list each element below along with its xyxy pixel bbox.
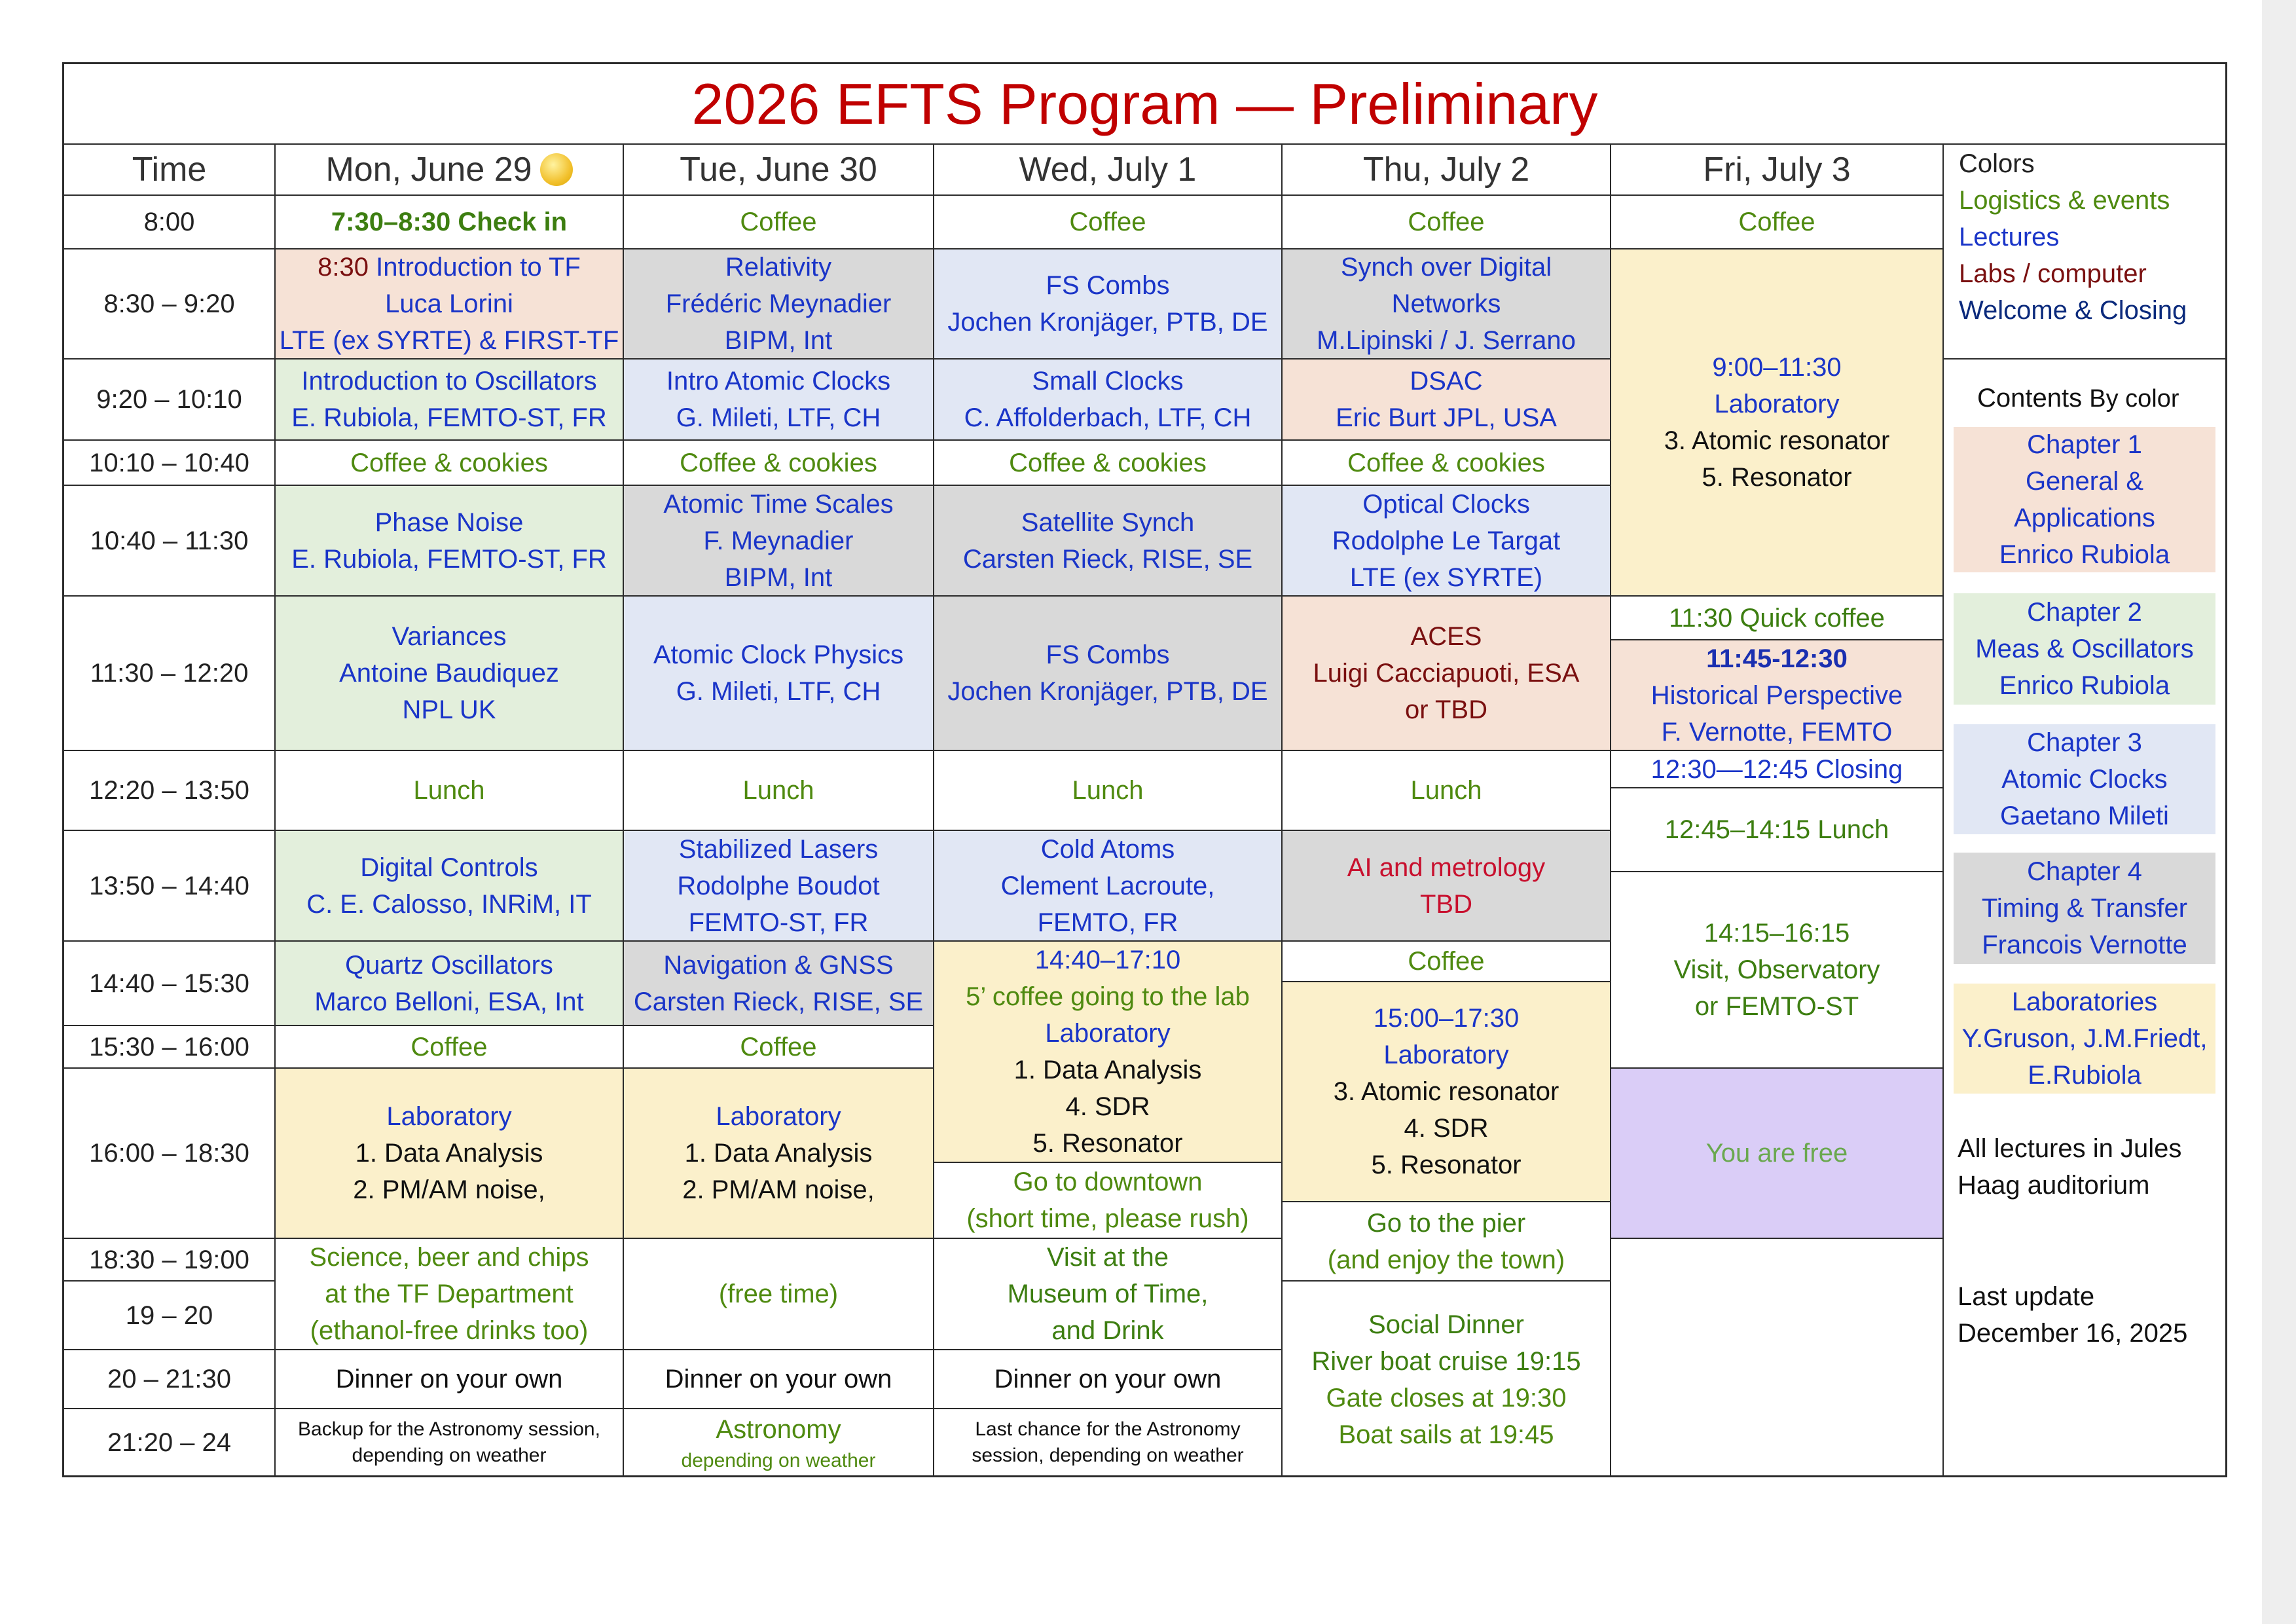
legend-chapter-2-l2: Enrico Rubiola [1999,671,2170,700]
thu-optical-clocks-affil: LTE (ex SYRTE) [1349,563,1543,592]
border-bottom [62,1475,2227,1477]
mon-lunch: Lunch [413,776,485,805]
tue-laboratory-item1: 1. Data Analysis [684,1139,873,1168]
legend-colors [1959,145,2187,329]
legend-chapter-2 [1954,593,2215,705]
fri-historical-speaker: F. Vernotte, FEMTO [1661,717,1893,747]
tue-time-scales-speaker: F. Meynadier [703,526,854,555]
tue-time-scales [624,486,933,595]
header-fri: Fri, July 3 [1703,151,1851,189]
tue-clock-physics [624,597,933,750]
legend-chapter-3 [1954,724,2215,834]
legend-last-update-l2: December 16, 2025 [1958,1319,2188,1348]
wed-small-clocks-title: Small Clocks [1032,367,1184,396]
border-right [2225,62,2227,1477]
wed-lunch: Lunch [1072,776,1144,805]
wed-cold-atoms-speaker: Clement Lacroute, [1000,871,1215,900]
tue-relativity [624,249,933,358]
mon-variances [276,597,623,750]
legend-contents: Contents [1977,384,2083,413]
mon-phase-noise [276,486,623,595]
time-0920: 9:20 – 10:10 [96,385,242,414]
wed-laboratory-coffee: 5’ coffee going to the lab [966,982,1250,1011]
tue-astronomy [624,1409,933,1475]
thu-synch-digital [1283,249,1610,358]
thu-social-dinner [1283,1282,1610,1475]
legend-last-update-l1: Last update [1958,1282,2095,1311]
row-line-fri-1615 [1610,1238,1944,1239]
mon-phase-noise-speaker: E. Rubiola, FEMTO-ST, FR [291,544,607,574]
fri-laboratory [1611,249,1942,595]
wed-cold-atoms [934,831,1281,940]
tue-stabilized-lasers-title: Stabilized Lasers [678,834,879,864]
time-1350: 13:50 – 14:40 [89,871,249,900]
fri-historical-time: 11:45-12:30 [1706,644,1848,673]
mon-quartz-title: Quartz Oscillators [345,950,553,980]
thu-optical-clocks-speaker: Rodolphe Le Targat [1332,526,1561,555]
thu-laboratory-item3: 5. Resonator [1371,1151,1522,1179]
page-margin-bar [2262,0,2296,1624]
wed-laboratory-time: 14:40–17:10 [1034,946,1181,974]
wed-museum-l2: Museum of Time, [1007,1280,1209,1308]
legend-logistics: Logistics & events [1959,186,2170,215]
time-2120: 21:20 – 24 [107,1428,232,1457]
legend-chapter-1-title: Chapter 1 [2027,430,2142,459]
wed-fs-combs-1 [934,249,1281,358]
legend-laboratories-l2: E.Rubiola [2028,1061,2141,1090]
tue-relativity-speaker: Frédéric Meynadier [665,289,892,318]
mon-phase-noise-title: Phase Noise [374,507,524,537]
wed-astronomy-last-l1: Last chance for the Astronomy [975,1418,1241,1440]
fri-visit-time: 14:15–16:15 [1704,919,1850,948]
legend-chapter-3-title: Chapter 3 [2027,728,2142,757]
wed-small-clocks [934,360,1281,439]
fri-quick-coffee: 11:30 Quick coffee [1669,603,1885,633]
tue-lunch: Lunch [742,776,814,805]
wed-fs-combs-2-title: FS Combs [1046,640,1170,669]
thu-coffee-morning: Coffee [1408,208,1485,236]
wed-astronomy-last [934,1409,1281,1475]
wed-laboratory-item3: 5. Resonator [1032,1129,1183,1158]
thu-synch-digital-speaker: M.Lipinski / J. Serrano [1317,326,1576,355]
thu-coffee: Coffee [1408,947,1485,976]
legend-colors-title: Colors [1959,149,2035,178]
wed-laboratory-item1: 1. Data Analysis [1013,1056,1202,1084]
wed-fs-combs-1-speaker: Jochen Kronjäger, PTB, DE [947,308,1268,337]
legend-chapter-4-title: Chapter 4 [2027,857,2142,886]
wed-fs-combs-2-speaker: Jochen Kronjäger, PTB, DE [947,677,1268,706]
thu-ai-metrology-title: AI and metrology [1347,853,1546,882]
legend-chapter-1 [1954,427,2215,572]
mon-digital-controls [276,831,623,940]
header-thu: Thu, July 2 [1362,151,1530,189]
thu-aces-speaker: Luigi Cacciapuoti, ESA [1313,659,1580,688]
fri-laboratory-item2: 5. Resonator [1702,463,1852,492]
thu-social-dinner-sails: Boat sails at 19:45 [1338,1420,1554,1449]
mon-astronomy-backup-l1: Backup for the Astronomy session, [298,1418,600,1440]
mon-digital-controls-title: Digital Controls [360,853,538,882]
thu-aces [1283,597,1610,750]
wed-satellite-synch-speaker: Carsten Rieck, RISE, SE [962,544,1253,574]
mon-coffee: Coffee [410,1032,488,1061]
wed-museum-l1: Visit at the [1046,1243,1169,1272]
header-tue: Tue, June 30 [680,151,877,189]
thu-aces-alt: or TBD [1405,695,1487,724]
thu-social-dinner-gate: Gate closes at 19:30 [1326,1384,1567,1412]
fri-laboratory-title: Laboratory [1714,390,1840,418]
legend-lectures: Lectures [1959,223,2060,251]
wed-laboratory-item2: 4. SDR [1065,1092,1150,1121]
mon-intro-osc-speaker: E. Rubiola, FEMTO-ST, FR [291,403,607,432]
thu-optical-clocks [1283,486,1610,595]
mon-science-beer-l2: at the TF Department [325,1280,574,1308]
thu-laboratory-item2: 4. SDR [1404,1114,1489,1143]
thu-pier [1283,1202,1610,1280]
mon-checkin: 7:30–8:30 Check in [331,208,568,236]
thu-aces-title: ACES [1410,622,1482,651]
wed-astronomy-last-l2: session, depending on weather [972,1444,1244,1466]
legend-laboratories-title: Laboratories [2011,987,2158,1016]
legend-chapter-4-l2: Francois Vernotte [1982,931,2187,959]
tue-navigation [624,942,933,1025]
legend-chapter-3-l1: Atomic Clocks [2001,765,2168,794]
wed-downtown [934,1163,1281,1238]
time-1830: 18:30 – 19:00 [89,1245,249,1274]
time-0830: 8:30 – 9:20 [103,289,235,318]
tue-time-scales-affil: BIPM, Int [724,563,833,592]
legend-chapter-1-l1: General & [2025,467,2144,496]
fri-lunch: 12:45–14:15 Lunch [1664,815,1889,844]
mon-science-beer-l3: (ethanol-free drinks too) [310,1316,589,1345]
time-1920: 19 – 20 [125,1301,213,1330]
mon-laboratory [276,1069,623,1238]
legend-separator [1942,358,2227,360]
sun-icon [540,153,573,186]
mon-intro-tf-time: 8:30 [318,253,369,282]
wed-laboratory [934,942,1281,1162]
time-1040: 10:40 – 11:30 [90,526,249,555]
tue-clock-physics-speaker: G. Mileti, LTF, CH [676,677,881,706]
thu-dsac-speaker: Eric Burt JPL, USA [1336,403,1557,432]
fri-closing: 12:30—12:45 Closing [1650,754,1903,784]
mon-quartz [276,942,623,1025]
tue-clock-physics-title: Atomic Clock Physics [653,640,904,669]
legend-chapter-3-l2: Gaetano Mileti [2000,802,2169,830]
tue-intro-atomic-speaker: G. Mileti, LTF, CH [676,403,881,432]
mon-coffee-cookies: Coffee & cookies [350,448,548,477]
header-time: Time [132,151,207,189]
wed-downtown-note: (short time, please rush) [966,1204,1249,1233]
mon-intro-tf-label: Introduction to TF [376,253,581,282]
wed-satellite-synch-title: Satellite Synch [1021,507,1195,537]
legend-auditorium-l2: Haag auditorium [1958,1171,2150,1200]
thu-coffee-cookies: Coffee & cookies [1347,448,1545,477]
thu-lunch: Lunch [1410,776,1482,805]
fri-coffee-morning: Coffee [1738,208,1815,236]
tue-coffee: Coffee [740,1032,817,1061]
wed-fs-combs-1-title: FS Combs [1046,271,1170,300]
page-title: 2026 EFTS Program — Preliminary [691,71,1598,136]
wed-dinner: Dinner on your own [994,1365,1222,1393]
wed-coffee-cookies: Coffee & cookies [1009,448,1207,477]
mon-science-beer-l1: Science, beer and chips [309,1243,589,1272]
legend-labs: Labs / computer [1959,259,2147,288]
mon-variances-affil: NPL UK [402,695,496,724]
thu-ai-metrology-speaker: TBD [1420,889,1472,919]
legend-laboratories [1954,984,2215,1094]
fri-free: You are free [1705,1139,1848,1168]
legend-welcome: Welcome & Closing [1959,296,2187,325]
thu-laboratory-title: Laboratory [1383,1041,1509,1069]
tue-laboratory-item2: 2. PM/AM noise, [682,1175,875,1204]
thu-optical-clocks-title: Optical Clocks [1362,489,1530,519]
wed-museum [934,1239,1281,1349]
mon-laboratory-title: Laboratory [386,1102,512,1131]
thu-synch-digital-l2: Networks [1391,289,1501,318]
tue-navigation-speaker: Carsten Rieck, RISE, SE [633,987,924,1016]
legend-by-color: By color [2089,385,2179,413]
mon-laboratory-item2: 2. PM/AM noise, [353,1175,545,1204]
thu-laboratory-time: 15:00–17:30 [1373,1004,1520,1033]
mon-quartz-speaker: Marco Belloni, ESA, Int [314,987,584,1016]
header-mon [276,145,623,194]
fri-visit-title: Visit, Observatory [1673,955,1880,984]
wed-small-clocks-speaker: C. Affolderbach, LTF, CH [964,403,1252,432]
legend-chapter-1-l3: Enrico Rubiola [1999,540,2170,569]
legend-chapter-4-l1: Timing & Transfer [1981,894,2188,923]
tue-intro-atomic-title: Intro Atomic Clocks [666,367,891,396]
mon-variances-speaker: Antoine Baudiquez [339,659,559,688]
mon-astronomy-backup [276,1409,623,1475]
legend-chapter-2-title: Chapter 2 [2027,598,2142,627]
thu-laboratory-item1: 3. Atomic resonator [1333,1077,1559,1106]
legend-chapter-4 [1954,853,2215,964]
wed-museum-l3: and Drink [1051,1316,1164,1345]
time-1010: 10:10 – 10:40 [89,448,249,477]
thu-synch-digital-l1: Synch over Digital [1340,253,1552,282]
tue-free-time: (free time) [718,1280,839,1308]
mon-intro-tf-title [318,249,581,286]
fri-historical [1611,640,1942,750]
wed-satellite-synch [934,486,1281,595]
thu-dsac-title: DSAC [1410,367,1483,396]
mon-science-beer [276,1239,623,1349]
thu-social-dinner-title: Social Dinner [1368,1310,1524,1339]
thu-ai-metrology [1283,831,1610,940]
mon-dinner: Dinner on your own [335,1365,563,1393]
thu-laboratory [1283,982,1610,1201]
fri-historical-title: Historical Perspective [1650,680,1903,710]
legend-chapter-1-l2: Applications [2014,504,2155,532]
legend-contents-heading [1977,380,2179,417]
wed-cold-atoms-affil: FEMTO, FR [1037,908,1178,937]
tue-relativity-affil: BIPM, Int [724,326,833,355]
mon-intro-tf-speaker: Luca Lorini [385,289,513,318]
time-1440: 14:40 – 15:30 [89,969,249,998]
time-1530: 15:30 – 16:00 [89,1032,249,1061]
wed-downtown-title: Go to downtown [1013,1168,1203,1196]
mon-intro-tf-affil: LTE (ex SYRTE) & FIRST-TF [279,326,619,355]
legend-auditorium-l1: All lectures in Jules [1958,1134,2182,1163]
tue-stabilized-lasers-affil: FEMTO-ST, FR [688,908,869,937]
tue-navigation-title: Navigation & GNSS [663,950,894,980]
mon-variances-title: Variances [392,622,507,651]
tue-dinner: Dinner on your own [665,1365,892,1393]
tue-laboratory-title: Laboratory [716,1102,841,1131]
mon-digital-controls-speaker: C. E. Calosso, INRiM, IT [306,889,592,919]
mon-intro-osc-title: Introduction to Oscillators [301,367,597,396]
fri-visit-alt: or FEMTO-ST [1694,992,1859,1021]
legend-chapter-2-l1: Meas & Oscillators [1975,635,2194,663]
time-1220: 12:20 – 13:50 [89,776,249,805]
time-1130: 11:30 – 12:20 [90,659,249,688]
tue-coffee-cookies: Coffee & cookies [680,448,877,477]
time-2000: 20 – 21:30 [107,1365,232,1393]
mon-intro-tf [276,249,623,358]
tue-astronomy-title: Astronomy [716,1414,841,1444]
thu-social-dinner-cruise: River boat cruise 19:15 [1311,1347,1581,1376]
col-sep-fri [1942,143,1944,1477]
fri-laboratory-item1: 3. Atomic resonator [1664,426,1890,455]
mon-astronomy-backup-l2: depending on weather [352,1444,547,1466]
time-1600: 16:00 – 18:30 [89,1139,249,1168]
wed-fs-combs-2 [934,597,1281,750]
mon-laboratory-item1: 1. Data Analysis [355,1139,543,1168]
legend-laboratories-l1: Y.Gruson, J.M.Friedt, [1961,1024,2208,1053]
tue-coffee-morning: Coffee [740,208,817,236]
legend-last-update [1958,1278,2187,1352]
legend-auditorium-note [1958,1130,2181,1204]
tue-intro-atomic [624,360,933,439]
tue-laboratory [624,1069,933,1238]
wed-cold-atoms-title: Cold Atoms [1040,834,1175,864]
thu-pier-note: (and enjoy the town) [1327,1245,1565,1274]
time-0800: 8:00 [143,208,195,236]
mon-intro-osc [276,360,623,439]
header-wed: Wed, July 1 [1019,151,1197,189]
wed-coffee-morning: Coffee [1069,208,1146,236]
tue-time-scales-title: Atomic Time Scales [663,489,894,519]
thu-pier-title: Go to the pier [1366,1208,1526,1238]
wed-laboratory-title: Laboratory [1045,1019,1171,1048]
fri-laboratory-time: 9:00–11:30 [1712,353,1842,382]
thu-dsac [1283,360,1610,439]
header-mon-label: Mon, June 29 [325,151,532,189]
tue-astronomy-note: depending on weather [681,1449,876,1471]
fri-visit [1611,872,1942,1067]
tue-stabilized-lasers [624,831,933,940]
tue-relativity-title: Relativity [725,253,832,282]
tue-stabilized-lasers-speaker: Rodolphe Boudot [677,871,880,900]
